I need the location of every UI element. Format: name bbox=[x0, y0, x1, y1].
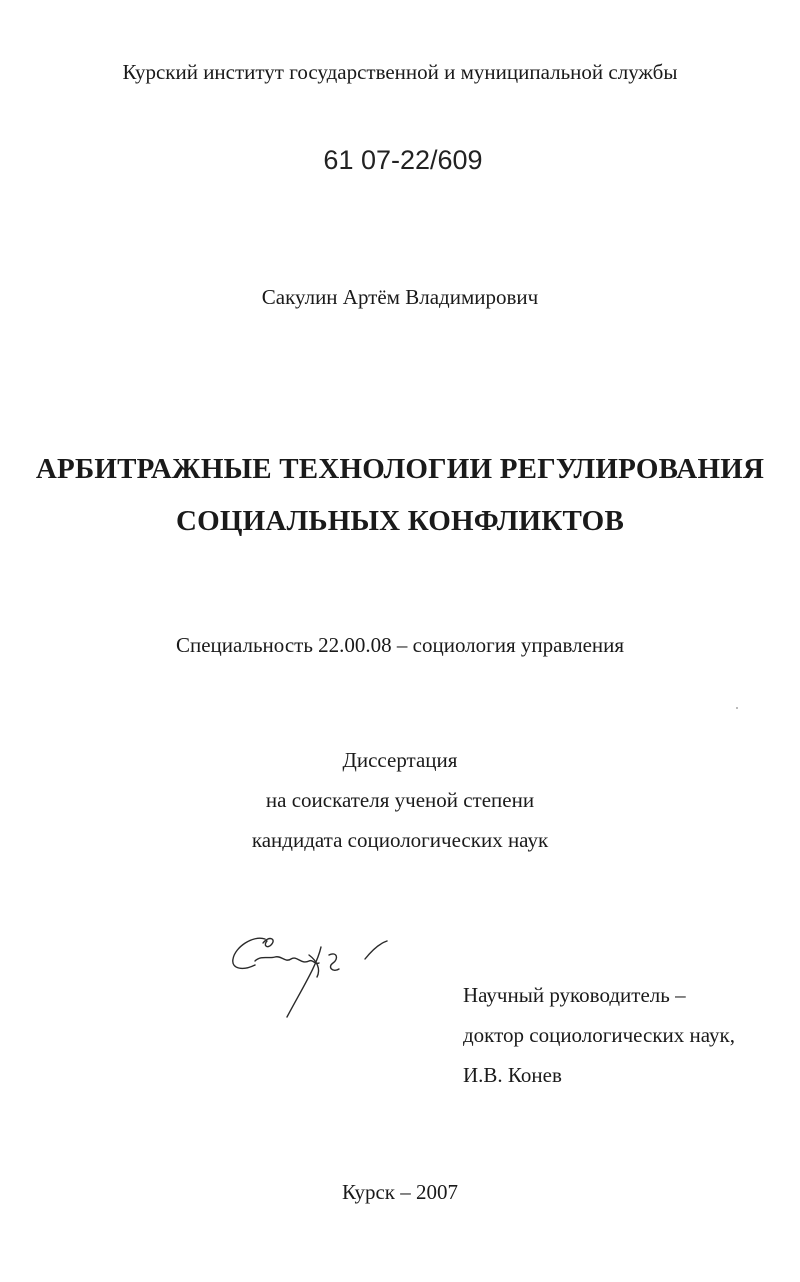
supervisor-label: Научный руководитель – bbox=[463, 983, 686, 1007]
specialty: Специальность 22.00.08 – социология управления bbox=[175, 633, 625, 657]
dissertation-title-line-1: АРБИТРАЖНЫЕ ТЕХНОЛОГИИ РЕГУЛИРОВАНИЯ bbox=[35, 453, 765, 485]
dissertation-title-line-2: СОЦИАЛЬНЫХ КОНФЛИКТОВ bbox=[176, 505, 624, 537]
supervisor-degree: доктор социологических наук, bbox=[463, 1023, 735, 1047]
institution-name: Курский институт государственной и муниципальной службы bbox=[122, 60, 678, 84]
degree-name: кандидата социологических наук bbox=[251, 828, 549, 852]
supervisor-name: И.В. Конев bbox=[463, 1063, 562, 1087]
dissertation-label: Диссертация bbox=[342, 748, 458, 772]
degree-purpose: на соискателя ученой степени bbox=[265, 788, 535, 812]
handwritten-signature bbox=[225, 925, 395, 1030]
author-name: Сакулин Артём Владимирович bbox=[261, 285, 539, 309]
catalog-number: 61 07-22/609 bbox=[323, 145, 483, 175]
city-year: Курск – 2007 bbox=[342, 1180, 458, 1204]
scan-speck bbox=[736, 707, 738, 709]
